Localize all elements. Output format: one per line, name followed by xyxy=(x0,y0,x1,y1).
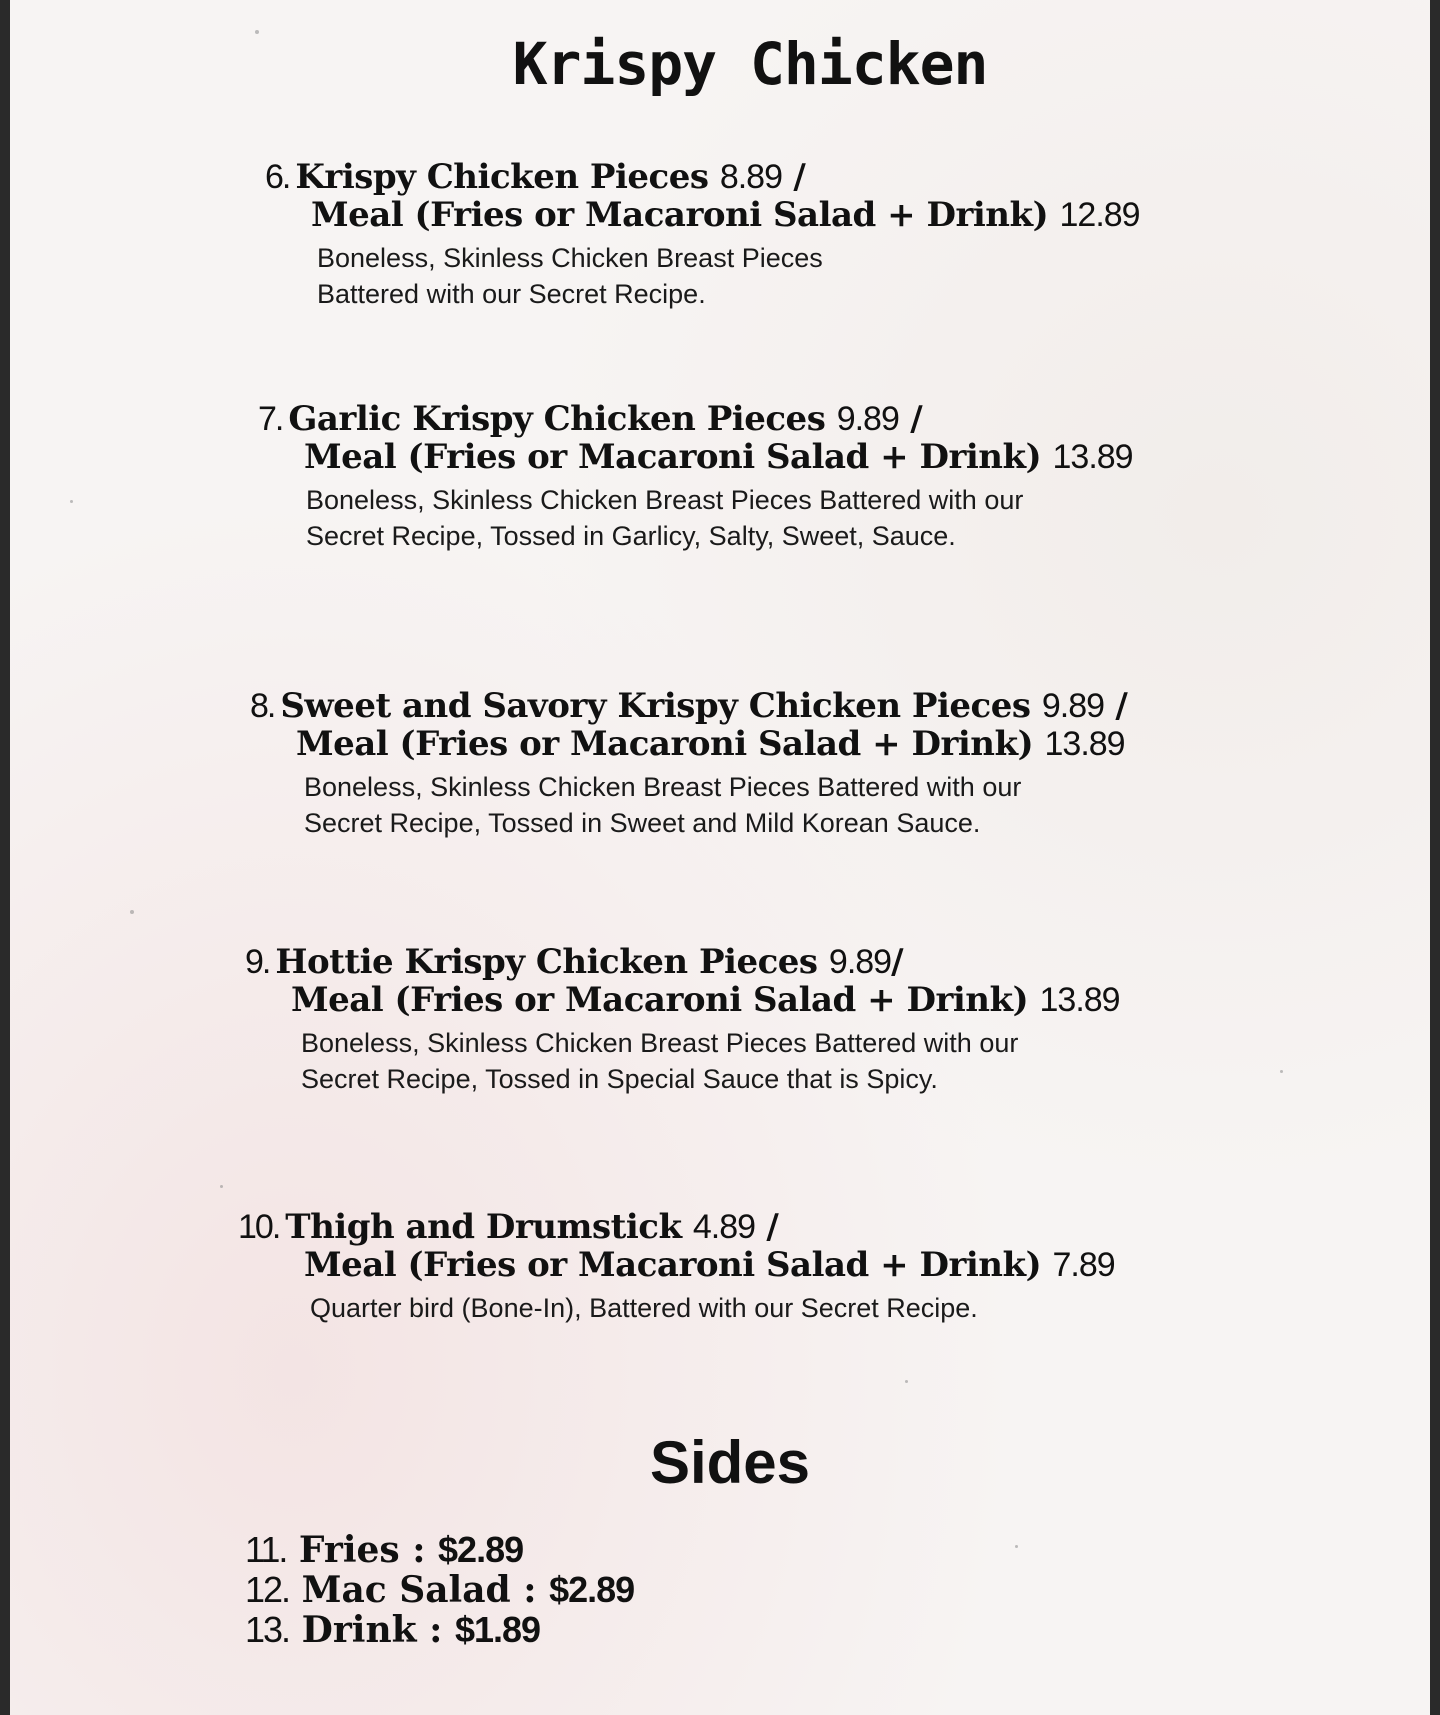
item-price: 8.89 xyxy=(719,158,783,196)
item-description-line: Quarter bird (Bone-In), Battered with our Secret Recipe. xyxy=(310,1293,978,1323)
side-name: Mac Salad xyxy=(301,1569,511,1611)
item-description-line: Boneless, Skinless Chicken Breast Pieces xyxy=(317,243,823,273)
item-description xyxy=(245,1025,1120,1097)
item-title-line: 10. Thigh and Drumstick 4.89 / xyxy=(238,1207,779,1247)
item-description-line: Secret Recipe, Tossed in Special Sauce that is Spicy. xyxy=(301,1064,938,1094)
item-meal-label: Meal (Fries or Macaroni Salad + Drink) xyxy=(296,724,1034,764)
sides-title: Sides xyxy=(649,1429,811,1496)
item-title-line: 7. Garlic Krispy Chicken Pieces 9.89 / xyxy=(258,399,923,439)
item-name: Krispy Chicken Pieces xyxy=(295,157,709,197)
item-number: 9. xyxy=(245,943,270,981)
item-meal-price: 7.89 xyxy=(1052,1246,1115,1284)
item-meal-line xyxy=(245,981,1120,1019)
item-meal-line xyxy=(258,438,1133,476)
menu-item xyxy=(250,687,1127,841)
item-meal-label: Meal (Fries or Macaroni Salad + Drink) xyxy=(291,980,1029,1020)
side-name: Fries xyxy=(298,1529,400,1571)
item-meal-line xyxy=(250,725,1127,763)
item-meal-label: Meal (Fries or Macaroni Salad + Drink) xyxy=(311,195,1049,235)
paper-speck xyxy=(1015,1545,1018,1548)
item-meal-price: 13.89 xyxy=(1052,438,1133,476)
item-number: 8. xyxy=(250,687,275,725)
menu-item xyxy=(265,158,1140,312)
item-title-line: 6. Krispy Chicken Pieces 8.89 / xyxy=(265,157,806,197)
item-number: 10. xyxy=(238,1208,280,1246)
paper-speck xyxy=(1280,1070,1283,1073)
item-number: 6. xyxy=(265,158,290,196)
item-meal-price: 13.89 xyxy=(1039,981,1120,1019)
menu-page xyxy=(10,0,1430,1715)
side-item: 12. Mac Salad : $2.89 xyxy=(245,1569,635,1611)
paper-speck xyxy=(905,1380,908,1383)
item-meal-label: Meal (Fries or Macaroni Salad + Drink) xyxy=(304,437,1042,477)
side-item: 11. Fries : $2.89 xyxy=(245,1529,524,1571)
menu-item xyxy=(258,400,1133,554)
side-price: $2.89 xyxy=(549,1569,635,1610)
sides-list xyxy=(245,1530,634,1650)
item-description xyxy=(238,1290,1115,1326)
item-description xyxy=(250,769,1127,841)
item-price: 4.89 xyxy=(692,1208,756,1246)
item-description xyxy=(265,240,1140,312)
item-name: Garlic Krispy Chicken Pieces xyxy=(288,399,826,439)
page-title: Krispy Chicken xyxy=(512,30,988,98)
item-meal-price: 13.89 xyxy=(1044,725,1125,763)
item-description-line: Secret Recipe, Tossed in Garlicy, Salty, Sweet, Sauce. xyxy=(306,521,956,551)
paper-speck xyxy=(130,910,134,914)
item-name: Thigh and Drumstick xyxy=(285,1207,682,1247)
item-price: 9.89 xyxy=(1041,687,1105,725)
item-description-line: Boneless, Skinless Chicken Breast Pieces Battered with our xyxy=(301,1028,1019,1058)
item-price: 9.89 xyxy=(836,400,899,438)
item-description-line: Boneless, Skinless Chicken Breast Pieces Battered with our xyxy=(304,772,1022,802)
side-number: 13. xyxy=(245,1609,290,1650)
item-meal-label: Meal (Fries or Macaroni Salad + Drink) xyxy=(304,1245,1042,1285)
side-name: Drink xyxy=(301,1609,417,1651)
item-description-line: Battered with our Secret Recipe. xyxy=(317,279,706,309)
side-number: 11. xyxy=(245,1529,287,1570)
item-description xyxy=(258,482,1133,554)
paper-speck xyxy=(70,500,73,503)
side-price: $2.89 xyxy=(438,1529,524,1570)
side-number: 12. xyxy=(245,1569,290,1610)
item-meal-price: 12.89 xyxy=(1059,196,1140,234)
item-title-line: 8. Sweet and Savory Krispy Chicken Pieces 9.89 / xyxy=(250,686,1128,726)
item-meal-line xyxy=(238,1246,1115,1284)
side-price: $1.89 xyxy=(454,1609,541,1650)
item-number: 7. xyxy=(258,400,283,438)
item-price: 9.89 xyxy=(828,943,892,981)
item-meal-line xyxy=(265,196,1140,234)
item-description-line: Secret Recipe, Tossed in Sweet and Mild Korean Sauce. xyxy=(304,808,981,838)
side-item: 13. Drink : $1.89 xyxy=(245,1609,541,1651)
menu-item xyxy=(245,943,1120,1097)
paper-speck xyxy=(220,1185,223,1188)
item-name: Sweet and Savory Krispy Chicken Pieces xyxy=(280,686,1031,726)
menu-item xyxy=(238,1208,1115,1326)
item-name: Hottie Krispy Chicken Pieces xyxy=(275,942,818,982)
item-title-line: 9. Hottie Krispy Chicken Pieces 9.89/ xyxy=(245,942,904,982)
item-description-line: Boneless, Skinless Chicken Breast Pieces Battered with our xyxy=(306,485,1024,515)
